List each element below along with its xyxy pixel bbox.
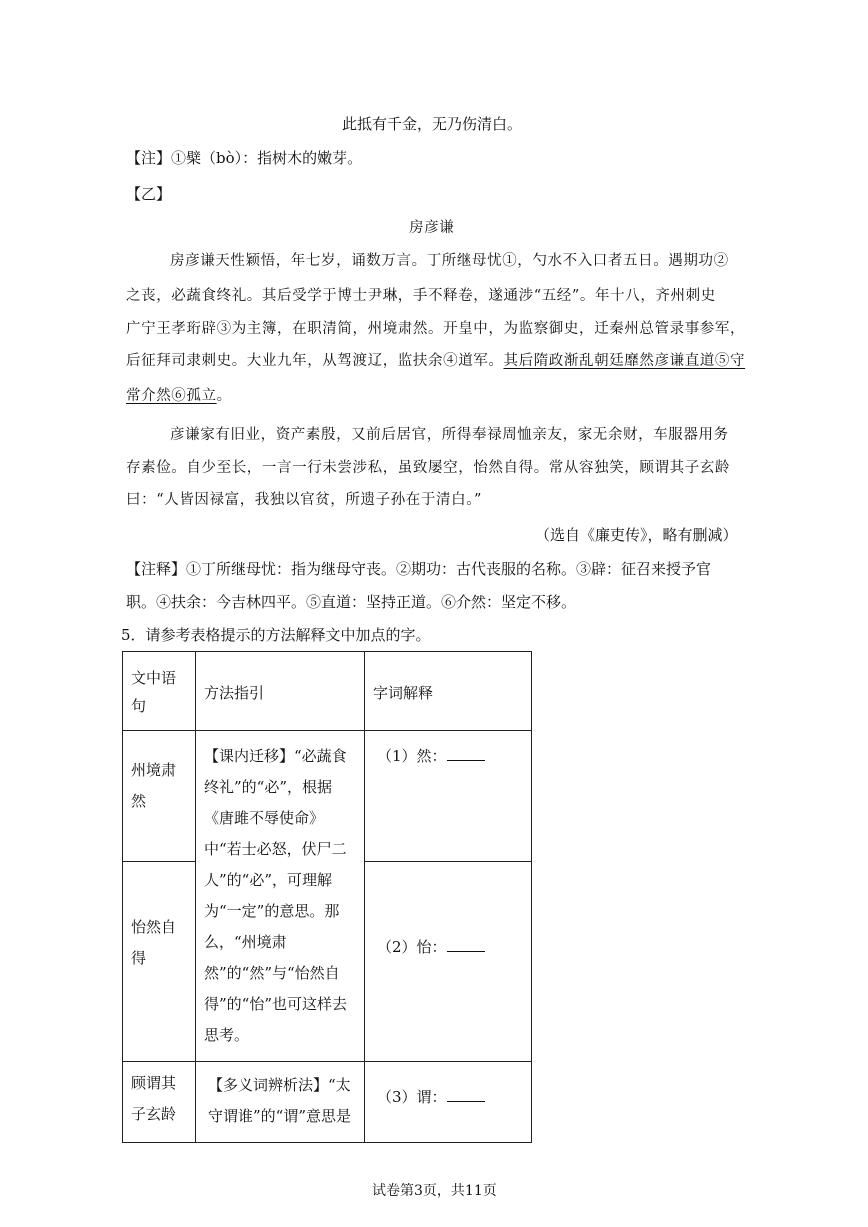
notes-line1: 【注释】①丁所继母忧：指为继母守丧。②期功：古代丧服的名称。③辟：征召来授予官 xyxy=(126,560,712,578)
header-method: 方法指引 xyxy=(204,684,265,702)
row1-answer-label: （1）然： xyxy=(377,747,447,765)
row1-answer xyxy=(365,731,531,782)
header-answer: 字词解释 xyxy=(373,684,434,702)
para1-underlined-sentence-end: 常介然⑥孤立 xyxy=(126,388,217,404)
method-guide-1: 【课内迁移】“必蔬食终礼”的“必”，根据《唐雎不辱使命》中“若士必怒，伏尸二人”的“必”，可理解为“一定”的意思。那么，“州境肃然”的“然”与“怡然自得”的“怡”也可这样去思考。 xyxy=(204,747,348,1044)
poem-closing-line: 此抵有千金，无乃伤清白。 xyxy=(342,115,523,133)
row1-sentence: 州境肃然 xyxy=(131,761,177,810)
para1-line4-text: 后征拜司隶刺史。大业九年，从驾渡辽，监扶余④道军。 xyxy=(126,353,504,369)
row2-answer xyxy=(365,862,531,973)
question-5: 5．请参考表格提示的方法解释文中加点的字。 xyxy=(121,626,431,644)
para2-line2: 存素俭。自少至长，一言一行未尝涉私，虽致屡空，怡然自得。常从容独笑，顾谓其子玄龄 xyxy=(126,460,730,476)
answer-blank-2[interactable] xyxy=(447,937,485,952)
para1-line3: 广宁王孝珩辟③为主簿，在职清简，州境肃然。开皇中，为监察御史，迁秦州总管录事参军， xyxy=(126,321,746,337)
header-sentence: 文中语句 xyxy=(131,669,177,715)
row2-sentence: 怡然自得 xyxy=(131,918,177,968)
para1-line2: 之丧，必蔬食终礼。其后受学于博士尹琳，手不释卷，遂通涉“五经”。年十八，齐州刺史 xyxy=(126,288,716,304)
section-label-yi: 【乙】 xyxy=(126,185,172,203)
table-row xyxy=(123,1062,532,1143)
note-jia: 【注】①檗（bò）：指树木的嫩芽。 xyxy=(126,149,363,167)
row2-answer-label: （2）怡： xyxy=(377,938,447,957)
row3-answer-label: （3）谓： xyxy=(377,1088,447,1106)
page-footer: 试卷第3页，共11页 xyxy=(372,1183,497,1199)
para2-line3: 曰：“人皆因禄富，我独以官贫，所遗子孙在于清白。” xyxy=(126,492,483,508)
para1-line4 xyxy=(126,349,745,370)
para1-line5 xyxy=(126,384,232,405)
para1-period: 。 xyxy=(216,388,232,404)
row3-sentence: 顾谓其子玄龄 xyxy=(131,1074,177,1123)
answer-blank-1[interactable] xyxy=(447,746,485,761)
table-row xyxy=(123,731,532,862)
para1-underlined-sentence: 其后隋政渐乱朝廷靡然彦谦直道⑤守 xyxy=(503,353,746,369)
row3-answer xyxy=(365,1062,531,1123)
notes-line2: 职。④扶余：今吉林四平。⑤直道：坚持正道。⑥介然：坚定不移。 xyxy=(126,593,577,611)
passage-title: 房彦谦 xyxy=(409,220,455,236)
source-citation: （选自《廉吏传》，略有删减） xyxy=(535,526,738,544)
answer-blank-3[interactable] xyxy=(447,1087,485,1102)
answer-table xyxy=(122,651,532,1143)
para2-line1: 彦谦家有旧业，资产素殷，又前后居官，所得奉禄周恤亲友，家无余财，车服器用务 xyxy=(170,427,729,443)
table-header-row xyxy=(123,652,532,731)
para1-line1: 房彦谦天性颖悟，年七岁，诵数万言。丁所继母忧①，勺水不入口者五日。遇期功② xyxy=(170,253,729,269)
method-guide-2: 【多义词辨析法】“太守谓谁”的“谓”意思是 xyxy=(208,1076,352,1125)
